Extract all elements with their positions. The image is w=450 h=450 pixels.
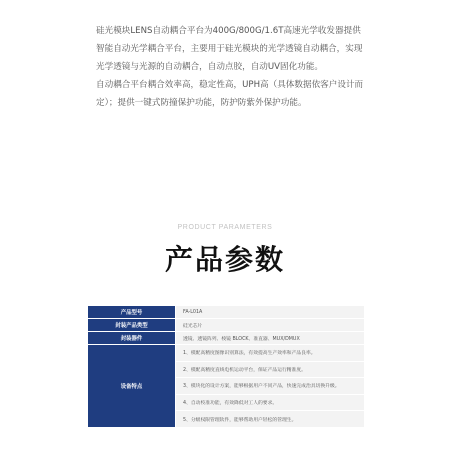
spec-value-package-type: 硅光芯片 [176,319,364,331]
intro-text [96,22,366,112]
spec-table [88,306,364,427]
intro-paragraph-2: 自动耦合平台耦合效率高，稳定性高，UPH高（具体数据依客户设计而定）；提供一键式防撞保护功能，防护防紫外保护功能。 [96,80,364,108]
spec-label-package-type: 封装产品类型 [88,319,175,331]
spec-row-features [88,345,364,427]
spec-row-package-parts [88,332,364,344]
spec-row-model [88,306,364,318]
spec-label-features: 设备特点 [88,345,175,427]
section-title: 产品参数 [164,243,285,276]
spec-label-package-parts: 封装器件 [88,332,175,344]
feature-item: 4、自动校准功能，有效降低对工人的要求。 [176,395,364,411]
spec-row-package-type [88,319,364,331]
section-subtitle: PRODUCT PARAMETERS [177,224,273,231]
feature-item: 3、模块化的设计方案，能够根据用户不同产品，快速完成治具切换升级。 [176,378,364,394]
feature-item: 5、分级权限管理软件，能够帮助用户轻松的管理生。 [176,411,364,427]
spec-features-list [176,345,364,427]
feature-item: 1、模配高精度图像识别算法，有效提高生产效率和产品良率。 [176,345,364,361]
spec-value-package-parts: 透镜、透镜阵列、棱镜 BLOCK、准直器、MUX/DMUX [176,332,364,344]
spec-label-model: 产品型号 [88,306,175,318]
feature-item: 2、模配高精度直线电机运动平台，保证产品运行精准度。 [176,362,364,378]
intro-paragraph-1: 硅光模块LENS自动耦合平台为400G/800G/1.6T高速光学收发器提供智能自动光学耦合平台，主要用于硅光模块的光学透镜自动耦合，实现光学透镜与光源的自动耦合，自动点胶，自动UV固化功能。 [96,26,363,72]
spec-value-model: FA-L01A [176,306,364,318]
